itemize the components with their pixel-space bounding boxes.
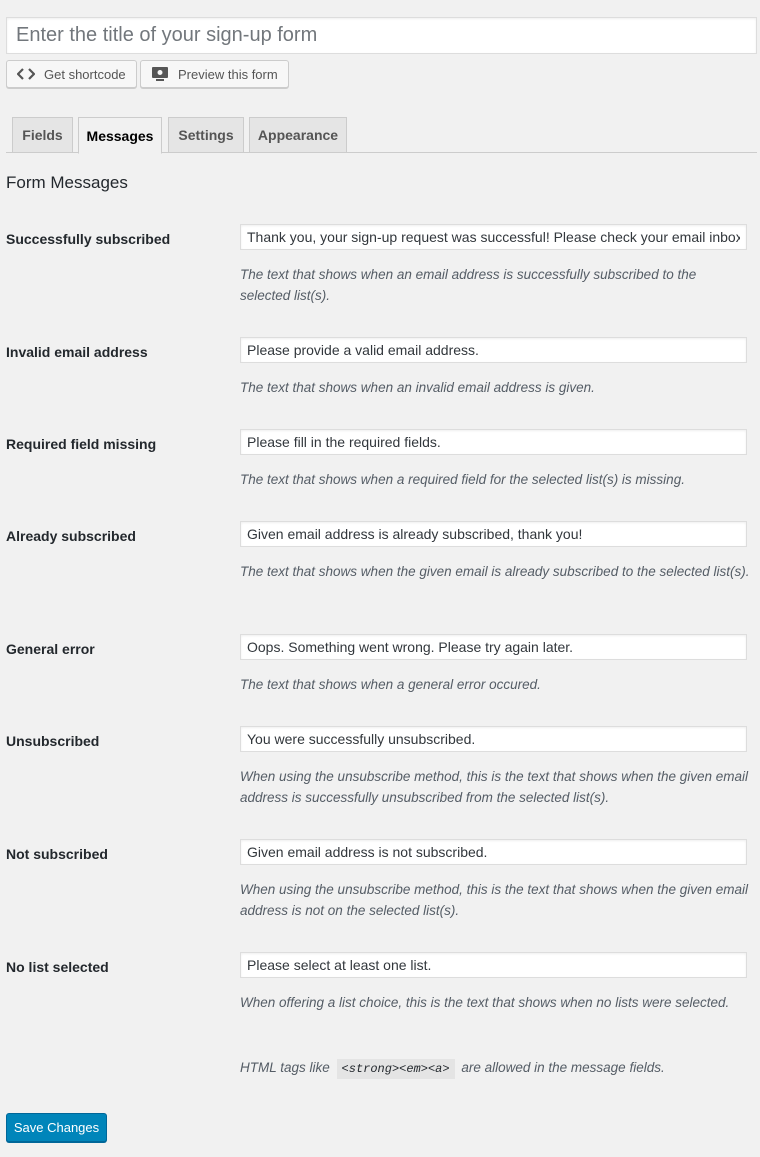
label-successfully-subscribed: Successfully subscribed [6, 231, 171, 247]
form-title-input[interactable] [6, 17, 757, 54]
label-not-subscribed: Not subscribed [6, 846, 108, 862]
successfully-subscribed-input[interactable] [240, 224, 747, 250]
label-no-list-selected: No list selected [6, 959, 109, 975]
get-shortcode-label: Get shortcode [44, 66, 126, 82]
required-field-missing-input[interactable] [240, 429, 747, 455]
code-brackets-icon [17, 67, 35, 81]
tab-settings[interactable]: Settings [168, 117, 244, 153]
description-successfully-subscribed: The text that shows when an email address is successfully subscribed to the selected list(s). [240, 267, 697, 303]
invalid-email-input[interactable] [240, 337, 747, 363]
unsubscribed-input[interactable] [240, 726, 747, 752]
description-no-list-selected: When offering a list choice, this is the text that shows when no lists were selected. [240, 995, 730, 1010]
get-shortcode-button[interactable] [6, 60, 137, 88]
description-unsubscribed: When using the unsubscribe method, this is the text that shows when the given email address is successfully unsubscribed from the selected list(s). [240, 769, 749, 805]
allowed-tags-code: <strong><em><a> [337, 1059, 455, 1079]
no-list-selected-input[interactable] [240, 952, 747, 978]
save-changes-button[interactable]: Save Changes [6, 1113, 107, 1142]
html-tags-note-before: HTML tags like [240, 1060, 330, 1075]
description-general-error: The text that shows when a general error occured. [240, 677, 541, 692]
label-already-subscribed: Already subscribed [6, 528, 136, 544]
section-title: Form Messages [6, 173, 128, 192]
label-general-error: General error [6, 641, 95, 657]
html-tags-note-after: are allowed in the message fields. [461, 1060, 665, 1075]
monitor-icon [151, 66, 169, 82]
tab-appearance[interactable]: Appearance [249, 117, 347, 153]
description-required-field-missing: The text that shows when a required field for the selected list(s) is missing. [240, 472, 685, 487]
preview-form-button[interactable] [140, 60, 289, 88]
preview-form-label: Preview this form [178, 66, 278, 82]
label-required-field-missing: Required field missing [6, 436, 157, 452]
label-invalid-email: Invalid email address [6, 344, 148, 360]
general-error-input[interactable] [240, 634, 747, 660]
label-unsubscribed: Unsubscribed [6, 733, 100, 749]
description-not-subscribed: When using the unsubscribe method, this is the text that shows when the given email address is not on the selected list(s). [240, 882, 749, 918]
tab-fields[interactable]: Fields [12, 117, 73, 153]
description-invalid-email: The text that shows when an invalid email address is given. [240, 380, 595, 395]
already-subscribed-input[interactable] [240, 521, 747, 547]
not-subscribed-input[interactable] [240, 839, 747, 865]
tab-messages[interactable]: Messages [78, 117, 162, 154]
description-already-subscribed: The text that shows when the given email is already subscribed to the selected list(s). [240, 564, 750, 579]
html-tags-note [240, 1057, 665, 1080]
